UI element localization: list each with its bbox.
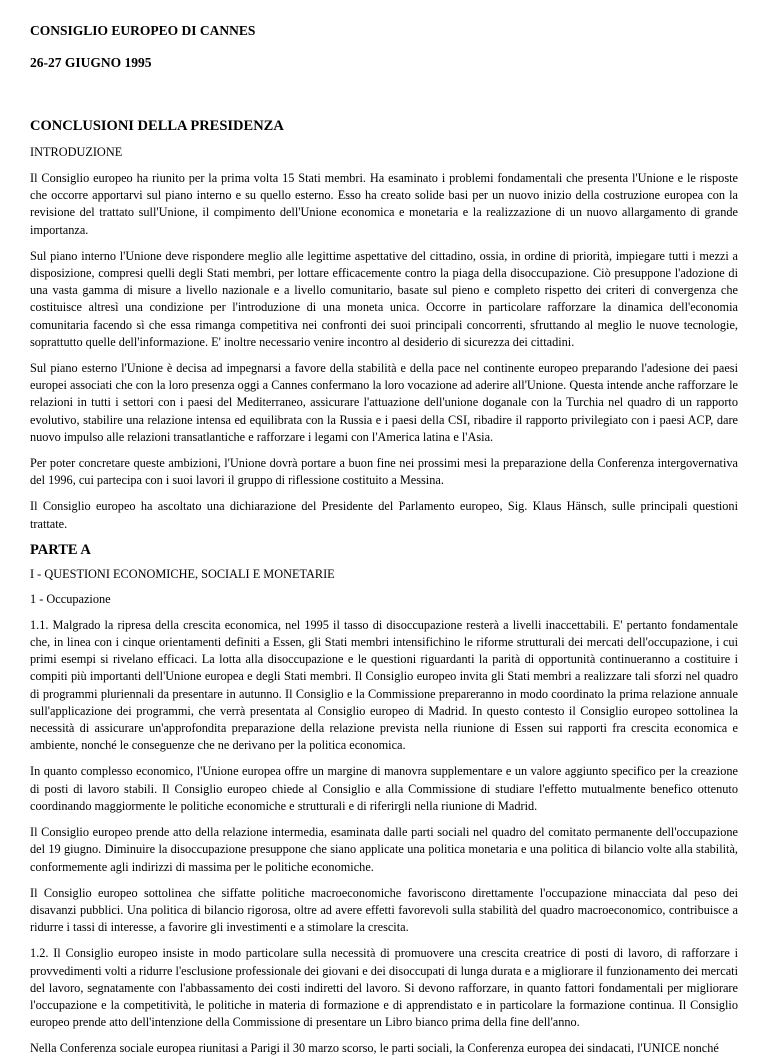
parte-a-heading: PARTE A [30, 541, 91, 558]
section-heading: I - QUESTIONI ECONOMICHE, SOCIALI E MONETARIE [30, 566, 335, 581]
body-paragraph: Il Consiglio europeo prende atto della relazione intermedia, esaminata dalle parti sociali nel quadro del comitato permanente dell'occupazione del 19 giugno. Diminuire la disoccupazione presuppone che siano applicate una politica monetaria e una politica di bilancio volte alla stabilità, conformemente agli indirizzi di massima per le politiche economiche. [30, 825, 738, 874]
body-paragraph: Nella Conferenza sociale europea riunitasi a Parigi il 30 marzo scorso, le parti sociali, la Conferenza europea dei sindacati, l'UNICE nonché [30, 1041, 719, 1056]
intro-paragraph: Sul piano esterno l'Unione è decisa ad impegnarsi a favore della stabilità e della pace nel continente europeo preparando l'adesione dei paesi europei associati che con la loro presenza oggi a Cannes confermano la loro vocazione ad aderire all'Unione. Questa intende anche rafforzare le relazioni in tutti i settori con i paesi del Mediterraneo, assicurare l'attuazione dell'unione doganale con la Turchia nel quadro di un rapporto evolutivo, stabilire una relazione intensa ed equilibrata con la Russia e i paesi della CSI, ribadire il rapporto privilegiato con i paesi ACP, dare nuovo impulso alle relazioni transatlantiche e rafforzare i legami con l'America latina e l'Asia. [30, 361, 738, 444]
intro-paragraph: Sul piano interno l'Unione deve rispondere meglio alle legittime aspettative del cittadino, ossia, in ordine di priorità, impiegare tutti i mezzi a disposizione, compresi quelli degli Stati membri, per lottare efficacemente contro la piaga della disoccupazione. Ciò presuppone l'adozione di una vasta gamma di misure a livello nazionale e a livello comunitario, basate sul pieno e completo rispetto dei criteri di convergenza che costituisce altresì una condizione per l'introduzione di una moneta unica. Occorre in particolare rafforzare la dinamica dell'economia comunitaria facendo sì che essa rimanga competitiva nei confronti dei suoi principali concorrenti, sfruttando al meglio le nuove tecnologie, soprattutto quelle dell'informazione. E' inoltre necessario venire incontro al desiderio di sicurezza dei cittadini. [30, 248, 738, 349]
subsection-heading: 1 - Occupazione [30, 591, 111, 606]
conclusions-title: CONCLUSIONI DELLA PRESIDENZA [30, 118, 284, 134]
intro-paragraph: Per poter concretare queste ambizioni, l'Unione dovrà portare a buon fine nei prossimi mesi la preparazione della Conferenza intergovernativa del 1996, cui partecipa con i suoi lavori il gruppo di riflessione costituito a Messina. [30, 456, 738, 488]
intro-label: INTRODUZIONE [30, 145, 123, 159]
body-paragraph: Il Consiglio europeo sottolinea che siffatte politiche macroeconomiche favoriscono direttamente l'occupazione minacciata dal peso dei disavanzi pubblici. Una politica di bilancio rigorosa, oltre ad avere effetti favorevoli sulla stabilità del quadro macroeconomico, contribuisce a ridurre i tassi di interesse, a favorire gli investimenti e a stimolare la crescita. [30, 885, 738, 935]
intro-paragraph: Il Consiglio europeo ha ascoltato una dichiarazione del Presidente del Parlamento europeo, Sig. Klaus Hänsch, sulle principali questioni trattate. [30, 499, 738, 531]
intro-paragraph: Il Consiglio europeo ha riunito per la prima volta 15 Stati membri. Ha esaminato i problemi fondamentali che presenta l'Unione e le risposte che occorre apportarvi sul piano interno e su quello esterno. Esso ha creato solide basi per un nuovo inizio della costruzione europea con la revisione del trattato sull'Unione, il compimento dell'Unione economica e monetaria e la realizzazione di un nuovo allargamento di grande importanza. [30, 171, 738, 237]
body-paragraph: 1.1. Malgrado la ripresa della crescita economica, nel 1995 il tasso di disoccupazione resterà a livelli inaccettabili. E' pertanto fondamentale che, in linea con i cinque orientamenti definiti a Essen, gli Stati membri intensifichino le riforme strutturali dei mercati dell'occupazione, i cui primi esempi si rivelano efficaci. La lotta alla disoccupazione e le questioni riguardanti la parità di opportunità continueranno a costituire i compiti più importanti dell'Unione europea e degli Stati membri. Il Consiglio europeo invita gli Stati membri a realizzare tali sforzi nel quadro di programmi pluriennali da presentare in autunno. Il Consiglio e la Commissione prepareranno in modo coordinato la prima relazione annuale sull'applicazione dei programmi, che verrà presentata al Consiglio europeo di Madrid. In questo contesto il Consiglio europeo sottolinea la necessità di assicurare un'approfondita preparazione della relazione prevista nella riunione di Essen sui rapporti fra crescita economica e ambiente, nonché le conseguenze che ne derivano per la politica economica. [30, 617, 738, 753]
body-paragraph: In quanto complesso economico, l'Unione europea offre un margine di manovra supplementare e un valore aggiunto specifico per la creazione di posti di lavoro stabili. Il Consiglio europeo chiede al Consiglio e alla Commissione di studiare l'effetto mutualmente benefico ottenuto coordinando maggiormente le politiche economiche e strutturali e di riferirgli nella riunione di Madrid. [30, 764, 738, 813]
council-title: CONSIGLIO EUROPEO DI CANNES [30, 23, 256, 38]
council-date: 26-27 GIUGNO 1995 [30, 55, 152, 70]
body-paragraph: 1.2. Il Consiglio europeo insiste in modo particolare sulla necessità di promuovere una crescita creatrice di posti di lavoro, di rafforzare i provvedimenti volti a ridurre l'esclusione professionale dei giovani e dei disoccupati di lunga durata e a migliorare il funzionamento dei mercati del lavoro, segnatamente con l'abbassamento dei costi indiretti del lavoro. Si devono rafforzare, in quanto fattori fondamentali per migliorare l'occupazione e la competitività, le politiche in materia di formazione e di apprendistato e in particolare la formazione continua. Il Consiglio europeo prende atto dell'intenzione della Commissione di presentare un Libro bianco prima della fine dell'anno. [30, 946, 738, 1030]
